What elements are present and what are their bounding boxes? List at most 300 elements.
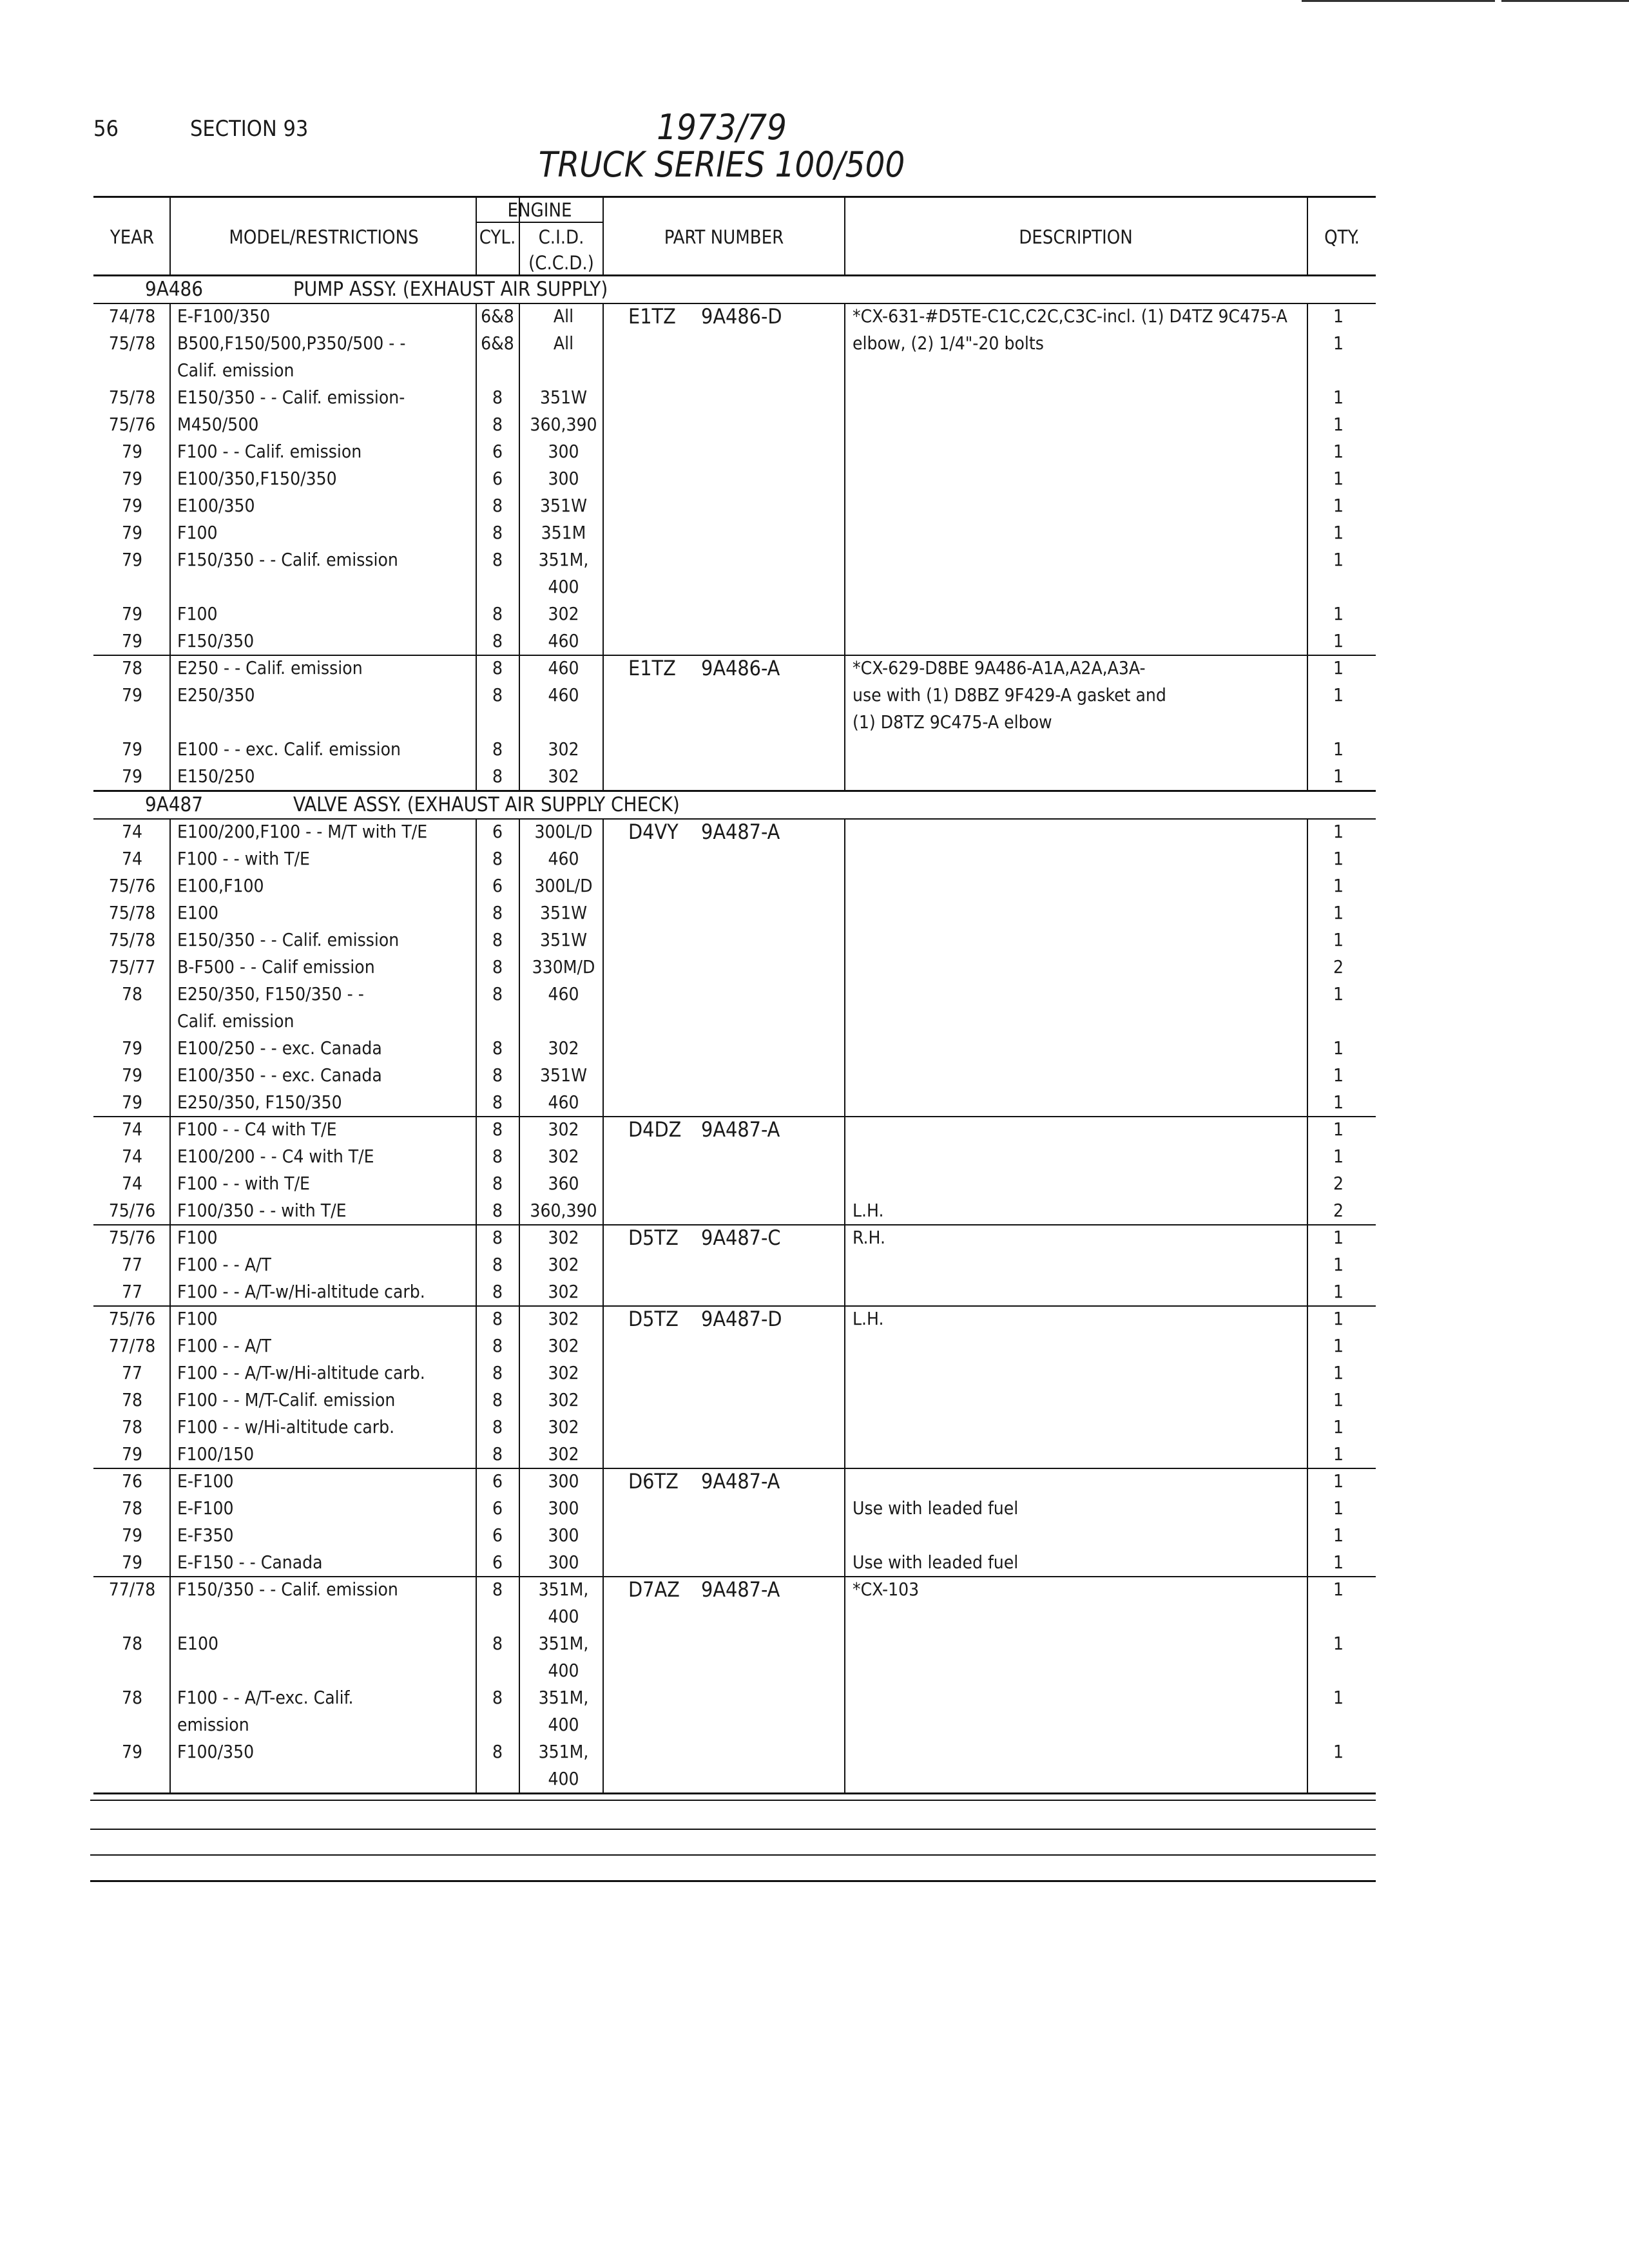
description-cell: use with (1) D8BZ 9F429-A gasket and (1) D8TZ 9C475-A elbow [853, 684, 1166, 733]
cid-cell: 460 [548, 630, 579, 651]
section-name: PUMP ASSY. (EXHAUST AIR SUPPLY) [293, 278, 608, 301]
model-restrictions-cell: B500,F150/500,P350/500 - - Calif. emission [177, 332, 406, 381]
part-number-prefix: D4VY [628, 820, 679, 844]
cid-cell: 302 [548, 1119, 579, 1140]
year-cell: 75/76 [108, 414, 156, 435]
column-divider [476, 818, 477, 1792]
cid-cell: All [553, 332, 574, 354]
column-divider [519, 818, 520, 1792]
column-header-ccd: (C.C.D.) [528, 252, 594, 274]
column-divider [602, 196, 604, 274]
cid-cell: 460 [548, 684, 579, 706]
page-number: 56 [93, 116, 119, 142]
page-title-series: TRUCK SERIES 100/500 [538, 144, 905, 185]
blank-ruled-line [90, 1880, 1376, 1882]
year-cell: 77/78 [108, 1335, 156, 1356]
cylinders-cell: 8 [492, 1173, 503, 1194]
part-number-prefix: E1TZ [628, 304, 676, 329]
quantity-cell: 1 [1333, 1579, 1344, 1600]
cid-cell: 302 [548, 1281, 579, 1302]
cylinders-cell: 8 [492, 1741, 503, 1762]
description-cell: Use with leaded fuel [853, 1497, 1019, 1519]
model-restrictions-cell: E-F100/350 [177, 305, 271, 327]
year-cell: 79 [121, 1091, 143, 1113]
column-divider [519, 196, 520, 274]
year-cell: 79 [121, 603, 143, 624]
quantity-cell: 1 [1333, 848, 1344, 869]
description-cell: L.H. [853, 1200, 884, 1221]
cylinders-cell: 6 [492, 468, 503, 489]
cylinders-cell: 8 [492, 983, 503, 1004]
model-restrictions-cell: F100 - - Calif. emission [177, 441, 362, 462]
part-number-base: 9A487-A [701, 1469, 780, 1494]
quantity-cell: 1 [1333, 929, 1344, 950]
column-divider [169, 818, 171, 1792]
cylinders-cell: 8 [492, 738, 503, 760]
year-cell: 79 [121, 468, 143, 489]
year-cell: 79 [121, 765, 143, 787]
description-cell: *CX-631-#D5TE-C1C,C2C,C3C-incl. (1) D4TZ 9C475-A [853, 305, 1287, 327]
year-cell: 79 [121, 1524, 143, 1546]
model-restrictions-cell: F100 - - A/T-exc. Calif. emission [177, 1687, 354, 1735]
year-cell: 79 [121, 684, 143, 706]
cylinders-cell: 8 [492, 765, 503, 787]
quantity-cell: 2 [1333, 1173, 1344, 1194]
model-restrictions-cell: E250/350 [177, 684, 255, 706]
cid-cell: 302 [548, 603, 579, 624]
model-restrictions-cell: F150/350 - - Calif. emission [177, 549, 398, 570]
quantity-cell: 1 [1333, 1281, 1344, 1302]
model-restrictions-cell: E100/350,F150/350 [177, 468, 337, 489]
cid-cell: 300L/D [534, 875, 593, 896]
cid-cell: 300 [548, 468, 579, 489]
column-header-cid: C.I.D. [538, 226, 584, 248]
part-number-prefix: D5TZ [628, 1307, 679, 1331]
part-number-base: 9A486-A [701, 656, 780, 680]
model-restrictions-cell: F100 [177, 603, 218, 624]
cylinders-cell: 8 [492, 549, 503, 570]
quantity-cell: 1 [1333, 1146, 1344, 1167]
cylinders-cell: 8 [492, 1579, 503, 1600]
part-number-base: 9A487-A [701, 1577, 780, 1602]
year-cell: 74 [121, 848, 143, 869]
section-code: 9A487 [145, 793, 204, 816]
model-restrictions-cell: E-F100 [177, 1470, 234, 1492]
quantity-cell: 1 [1333, 1416, 1344, 1437]
quantity-cell: 1 [1333, 522, 1344, 543]
column-divider [1307, 196, 1308, 274]
section-end-rule [93, 1792, 1376, 1794]
cylinders-cell: 8 [492, 1037, 503, 1059]
year-cell: 75/78 [108, 387, 156, 408]
column-header-year: YEAR [110, 226, 155, 248]
part-number-prefix: D4DZ [628, 1117, 682, 1142]
model-restrictions-cell: E100 [177, 902, 218, 923]
column-divider [476, 196, 477, 274]
model-restrictions-cell: E100/200,F100 - - M/T with T/E [177, 821, 428, 842]
cylinders-cell: 8 [492, 1389, 503, 1410]
quantity-cell: 1 [1333, 738, 1344, 760]
cylinders-cell: 8 [492, 1091, 503, 1113]
cid-cell: 302 [548, 1254, 579, 1275]
quantity-cell: 1 [1333, 1633, 1344, 1654]
column-header-model: MODEL/RESTRICTIONS [229, 226, 419, 248]
quantity-cell: 1 [1333, 441, 1344, 462]
cylinders-cell: 8 [492, 1633, 503, 1654]
section-label: SECTION 93 [190, 116, 309, 142]
year-cell: 77 [121, 1281, 143, 1302]
cid-cell: 302 [548, 1146, 579, 1167]
column-header-qty: QTY. [1324, 226, 1360, 248]
model-restrictions-cell: B-F500 - - Calif emission [177, 956, 375, 977]
cylinders-cell: 8 [492, 1443, 503, 1465]
column-divider [1307, 818, 1308, 1792]
quantity-cell: 1 [1333, 1687, 1344, 1708]
model-restrictions-cell: E100 [177, 1633, 218, 1654]
model-restrictions-cell: F100 [177, 522, 218, 543]
year-cell: 74/78 [108, 305, 156, 327]
cid-cell: 351M, 400 [538, 1687, 589, 1735]
model-restrictions-cell: E100/350 - - exc. Canada [177, 1064, 382, 1086]
blank-ruled-line [90, 1829, 1376, 1830]
model-restrictions-cell: F100 - - C4 with T/E [177, 1119, 337, 1140]
cid-cell: 351W [540, 929, 587, 950]
cylinders-cell: 8 [492, 522, 503, 543]
model-restrictions-cell: E-F100 [177, 1497, 234, 1519]
year-cell: 75/76 [108, 1308, 156, 1329]
year-cell: 79 [121, 1552, 143, 1573]
part-number-base: 9A487-A [701, 820, 780, 844]
quantity-cell: 1 [1333, 603, 1344, 624]
cylinders-cell: 8 [492, 414, 503, 435]
cylinders-cell: 8 [492, 929, 503, 950]
quantity-cell: 1 [1333, 1362, 1344, 1383]
cylinders-cell: 6 [492, 1552, 503, 1573]
column-divider [519, 303, 520, 790]
cid-cell: 302 [548, 1389, 579, 1410]
model-restrictions-cell: F150/350 - - Calif. emission [177, 1579, 398, 1600]
cylinders-cell: 8 [492, 387, 503, 408]
section-code: 9A486 [145, 278, 204, 301]
cid-cell: 302 [548, 1037, 579, 1059]
year-cell: 75/78 [108, 929, 156, 950]
year-cell: 79 [121, 630, 143, 651]
year-cell: 79 [121, 441, 143, 462]
cylinders-cell: 8 [492, 1335, 503, 1356]
quantity-cell: 1 [1333, 875, 1344, 896]
model-restrictions-cell: E250/350, F150/350 - - Calif. emission [177, 983, 364, 1032]
model-restrictions-cell: F100 [177, 1227, 218, 1248]
year-cell: 79 [121, 1037, 143, 1059]
year-cell: 78 [121, 1416, 143, 1437]
column-divider [1307, 303, 1308, 790]
cid-cell: 302 [548, 765, 579, 787]
part-number-base: 9A487-D [701, 1307, 782, 1331]
quantity-cell: 1 [1333, 1443, 1344, 1465]
cid-cell: All [553, 305, 574, 327]
quantity-cell: 1 [1333, 684, 1344, 706]
year-cell: 75/78 [108, 902, 156, 923]
quantity-cell: 1 [1333, 495, 1344, 516]
cylinders-cell: 8 [492, 657, 503, 678]
cid-cell: 300L/D [534, 821, 593, 842]
cylinders-cell: 8 [492, 1362, 503, 1383]
part-number-base: 9A487-A [701, 1117, 780, 1142]
cid-cell: 302 [548, 1416, 579, 1437]
cylinders-cell: 6 [492, 875, 503, 896]
column-divider [844, 818, 845, 1792]
model-restrictions-cell: E-F350 [177, 1524, 234, 1546]
cid-cell: 360,390 [530, 1200, 597, 1221]
model-restrictions-cell: E150/350 - - Calif. emission [177, 929, 400, 950]
cid-cell: 351M [541, 522, 586, 543]
quantity-cell: 1 [1333, 1037, 1344, 1059]
column-divider [169, 196, 171, 274]
model-restrictions-cell: F100/150 [177, 1443, 255, 1465]
section-end-rule [93, 790, 1376, 792]
model-restrictions-cell: E100,F100 [177, 875, 264, 896]
cylinders-cell: 8 [492, 956, 503, 977]
quantity-cell: 1 [1333, 1308, 1344, 1329]
cylinders-cell: 8 [492, 1146, 503, 1167]
year-cell: 77 [121, 1254, 143, 1275]
quantity-cell: 1 [1333, 1389, 1344, 1410]
description-cell: R.H. [853, 1227, 885, 1248]
column-header-engine: ENGINE [507, 199, 572, 221]
cid-cell: 300 [548, 1497, 579, 1519]
year-cell: 79 [121, 1741, 143, 1762]
cylinders-cell: 8 [492, 1687, 503, 1708]
quantity-cell: 1 [1333, 630, 1344, 651]
quantity-cell: 1 [1333, 1064, 1344, 1086]
cylinders-cell: 6&8 [481, 305, 514, 327]
model-restrictions-cell: F100 - - A/T [177, 1254, 271, 1275]
column-divider [169, 303, 171, 790]
column-header-cyl: CYL. [479, 226, 516, 248]
year-cell: 75/77 [108, 956, 156, 977]
column-divider [602, 818, 604, 1792]
cylinders-cell: 6 [492, 1470, 503, 1492]
model-restrictions-cell: E100/200 - - C4 with T/E [177, 1146, 374, 1167]
model-restrictions-cell: F100/350 [177, 1741, 255, 1762]
cid-cell: 460 [548, 1091, 579, 1113]
cylinders-cell: 8 [492, 1200, 503, 1221]
model-restrictions-cell: F100/350 - - with T/E [177, 1200, 347, 1221]
quantity-cell: 1 [1333, 414, 1344, 435]
part-number-prefix: E1TZ [628, 656, 676, 680]
cylinders-cell: 6 [492, 821, 503, 842]
year-cell: 75/76 [108, 875, 156, 896]
column-divider [476, 303, 477, 790]
model-restrictions-cell: F100 - - M/T-Calif. emission [177, 1389, 396, 1410]
quantity-cell: 1 [1333, 765, 1344, 787]
cid-cell: 300 [548, 1470, 579, 1492]
quantity-cell: 1 [1333, 305, 1344, 327]
quantity-cell: 1 [1333, 468, 1344, 489]
cid-cell: 351M, 400 [538, 1579, 589, 1627]
column-header-description: DESCRIPTION [1019, 226, 1133, 248]
quantity-cell: 1 [1333, 902, 1344, 923]
year-cell: 78 [121, 657, 143, 678]
table-top-rule [93, 196, 1376, 198]
quantity-cell: 1 [1333, 1741, 1344, 1762]
cid-cell: 351M, 400 [538, 549, 589, 597]
cid-cell: 351M, 400 [538, 1633, 589, 1681]
model-restrictions-cell: E100/250 - - exc. Canada [177, 1037, 382, 1059]
description-cell: *CX-103 [853, 1579, 920, 1600]
year-cell: 75/78 [108, 332, 156, 354]
quantity-cell: 1 [1333, 387, 1344, 408]
year-cell: 74 [121, 821, 143, 842]
cylinders-cell: 6&8 [481, 332, 514, 354]
cylinders-cell: 8 [492, 1308, 503, 1329]
year-cell: 74 [121, 1119, 143, 1140]
model-restrictions-cell: F100 - - A/T-w/Hi-altitude carb. [177, 1362, 425, 1383]
model-restrictions-cell: E150/250 [177, 765, 255, 787]
year-cell: 77/78 [108, 1579, 156, 1600]
model-restrictions-cell: E250 - - Calif. emission [177, 657, 363, 678]
cylinders-cell: 8 [492, 1254, 503, 1275]
cid-cell: 351W [540, 1064, 587, 1086]
section-name: VALVE ASSY. (EXHAUST AIR SUPPLY CHECK) [293, 793, 680, 816]
quantity-cell: 1 [1333, 1254, 1344, 1275]
blank-ruled-line [90, 1854, 1376, 1856]
year-cell: 77 [121, 1362, 143, 1383]
part-number-prefix: D6TZ [628, 1469, 679, 1494]
year-cell: 79 [121, 1443, 143, 1465]
cid-cell: 302 [548, 738, 579, 760]
quantity-cell: 1 [1333, 1091, 1344, 1113]
column-header-part-number: PART NUMBER [664, 226, 784, 248]
model-restrictions-cell: F100 - - with T/E [177, 848, 310, 869]
blank-ruled-line [90, 1800, 1376, 1801]
page-title-years: 1973/79 [657, 107, 787, 148]
cid-cell: 460 [548, 657, 579, 678]
description-cell: L.H. [853, 1308, 884, 1329]
year-cell: 74 [121, 1173, 143, 1194]
year-cell: 78 [121, 1687, 143, 1708]
quantity-cell: 1 [1333, 657, 1344, 678]
model-restrictions-cell: F150/350 [177, 630, 255, 651]
cylinders-cell: 8 [492, 495, 503, 516]
part-number-base: 9A487-C [701, 1225, 781, 1250]
year-cell: 78 [121, 1497, 143, 1519]
cid-cell: 330M/D [532, 956, 595, 977]
model-restrictions-cell: M450/500 [177, 414, 259, 435]
model-restrictions-cell: E150/350 - - Calif. emission- [177, 387, 405, 408]
year-cell: 78 [121, 1389, 143, 1410]
cid-cell: 360,390 [530, 414, 597, 435]
description-cell: elbow, (2) 1/4"-20 bolts [853, 332, 1044, 354]
cid-cell: 302 [548, 1227, 579, 1248]
cylinders-cell: 6 [492, 1497, 503, 1519]
cid-cell: 351M, 400 [538, 1741, 589, 1789]
cid-cell: 460 [548, 983, 579, 1004]
cylinders-cell: 8 [492, 902, 503, 923]
cid-cell: 302 [548, 1362, 579, 1383]
quantity-cell: 1 [1333, 1335, 1344, 1356]
table-header-rule [93, 274, 1376, 276]
cylinders-cell: 8 [492, 1227, 503, 1248]
quantity-cell: 1 [1333, 983, 1344, 1004]
model-restrictions-cell: F100 - - A/T [177, 1335, 271, 1356]
cid-cell: 302 [548, 1443, 579, 1465]
quantity-cell: 2 [1333, 956, 1344, 977]
year-cell: 79 [121, 522, 143, 543]
model-restrictions-cell: E250/350, F150/350 [177, 1091, 342, 1113]
description-cell: Use with leaded fuel [853, 1552, 1019, 1573]
quantity-cell: 1 [1333, 1524, 1344, 1546]
cylinders-cell: 8 [492, 630, 503, 651]
description-cell: *CX-629-D8BE 9A486-A1A,A2A,A3A- [853, 657, 1146, 678]
year-cell: 79 [121, 549, 143, 570]
part-number-prefix: D5TZ [628, 1225, 679, 1250]
cylinders-cell: 8 [492, 684, 503, 706]
quantity-cell: 1 [1333, 1470, 1344, 1492]
cid-cell: 351W [540, 495, 587, 516]
quantity-cell: 1 [1333, 332, 1344, 354]
year-cell: 78 [121, 1633, 143, 1654]
cid-cell: 351W [540, 902, 587, 923]
year-cell: 75/76 [108, 1227, 156, 1248]
engine-group-rule [476, 222, 602, 223]
year-cell: 75/76 [108, 1200, 156, 1221]
year-cell: 79 [121, 495, 143, 516]
part-number-base: 9A486-D [701, 304, 782, 329]
quantity-cell: 1 [1333, 1227, 1344, 1248]
column-divider [844, 303, 845, 790]
column-divider [602, 303, 604, 790]
cid-cell: 360 [548, 1173, 579, 1194]
year-cell: 78 [121, 983, 143, 1004]
quantity-cell: 1 [1333, 1119, 1344, 1140]
cylinders-cell: 8 [492, 1416, 503, 1437]
column-divider [844, 196, 845, 274]
cid-cell: 460 [548, 848, 579, 869]
year-cell: 79 [121, 738, 143, 760]
quantity-cell: 1 [1333, 1552, 1344, 1573]
quantity-cell: 2 [1333, 1200, 1344, 1221]
cylinders-cell: 8 [492, 1119, 503, 1140]
quantity-cell: 1 [1333, 1497, 1344, 1519]
model-restrictions-cell: F100 [177, 1308, 218, 1329]
cid-cell: 351W [540, 387, 587, 408]
model-restrictions-cell: E100 - - exc. Calif. emission [177, 738, 401, 760]
cid-cell: 300 [548, 441, 579, 462]
cid-cell: 300 [548, 1552, 579, 1573]
cid-cell: 300 [548, 1524, 579, 1546]
model-restrictions-cell: F100 - - w/Hi-altitude carb. [177, 1416, 395, 1437]
cid-cell: 302 [548, 1335, 579, 1356]
year-cell: 74 [121, 1146, 143, 1167]
cylinders-cell: 8 [492, 1281, 503, 1302]
cylinders-cell: 6 [492, 1524, 503, 1546]
model-restrictions-cell: F100 - - A/T-w/Hi-altitude carb. [177, 1281, 425, 1302]
quantity-cell: 1 [1333, 549, 1344, 570]
model-restrictions-cell: E100/350 [177, 495, 255, 516]
part-number-prefix: D7AZ [628, 1577, 680, 1602]
model-restrictions-cell: F100 - - with T/E [177, 1173, 310, 1194]
cid-cell: 302 [548, 1308, 579, 1329]
quantity-cell: 1 [1333, 821, 1344, 842]
year-cell: 76 [121, 1470, 143, 1492]
year-cell: 79 [121, 1064, 143, 1086]
model-restrictions-cell: E-F150 - - Canada [177, 1552, 323, 1573]
cylinders-cell: 6 [492, 441, 503, 462]
cylinders-cell: 8 [492, 848, 503, 869]
cylinders-cell: 8 [492, 603, 503, 624]
cylinders-cell: 8 [492, 1064, 503, 1086]
